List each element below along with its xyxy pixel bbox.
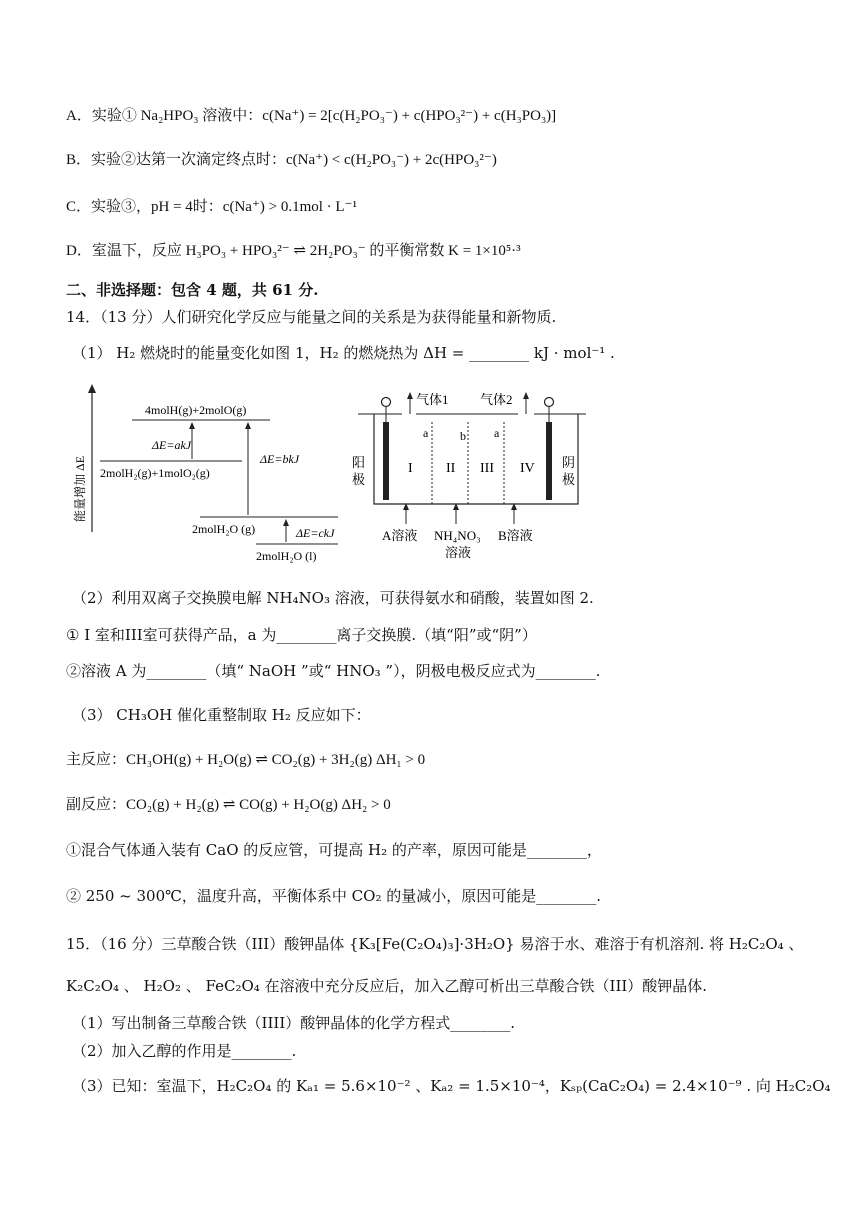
level-h2o-liquid-label: 2molH₂O (l) (256, 549, 317, 563)
solution-a-label: A溶液 (382, 528, 418, 543)
question-14-part-2-1: ① I 室和III室可获得产品，a 为________离子交换膜.（填“阳”或“阴”） (66, 626, 537, 644)
membrane-a-right-label: a (494, 426, 500, 440)
question-14-part-3: （3） CH₃OH 催化重整制取 H₂ 反应如下： (72, 706, 371, 724)
cathode-terminal (545, 398, 554, 407)
arrow-b-label: ΔE=bkJ (260, 452, 300, 466)
option-c: C．实验③，pH = 4时：c(Na⁺) > 0.1mol · L⁻¹ (66, 199, 357, 215)
question-14-part-3-1: ①混合气体通入装有 CaO 的反应管，可提高 H₂ 的产率，原因可能是________， (66, 841, 602, 859)
energy-axis-arrow (88, 384, 96, 393)
solution-mid-label-2: 溶液 (445, 545, 472, 560)
membrane-b-label: b (460, 429, 466, 443)
energy-axis-label: 能量增加 ΔE (73, 455, 87, 522)
cathode-label-1: 阴 (562, 455, 576, 470)
gas2-label: 气体2 (480, 392, 513, 407)
arrow-a-label: ΔE=akJ (152, 438, 192, 452)
anode-label-1: 阳 (352, 455, 366, 470)
question-14-part-2-2: ②溶液 A 为________（填“ NaOH ”或“ HNO₃ ”），阴极电极反应式为________. (66, 662, 601, 680)
level-top-label: 4molH(g)+2molO(g) (145, 403, 247, 417)
room-2-label: II (446, 461, 456, 476)
question-14-part-3-2: ② 250 ~ 300℃，温度升高，平衡体系中 CO₂ 的量减小，原因可能是________. (66, 887, 602, 905)
level-h2o-gas-label: 2molH₂O (g) (192, 522, 256, 536)
room-1-label: I (408, 461, 413, 476)
room-4-label: IV (520, 461, 535, 476)
option-a: A．实验① Na₂HPO₃ 溶液中：c(Na⁺) = 2[c(H₂PO₃⁻) + c(HPO₃²⁻) + c(H₃PO₃)] (66, 108, 557, 124)
membrane-a-left-label: a (423, 426, 429, 440)
question-15-part-2: （2）加入乙醇的作用是________. (72, 1042, 297, 1060)
arrow-c-label: ΔE=ckJ (296, 526, 335, 540)
energy-diagram (70, 382, 340, 567)
question-15-part-1: （1）写出制备三草酸合铁（IIII）酸钾晶体的化学方程式________. (72, 1014, 516, 1032)
question-15-part-3: （3）已知：室温下，H₂C₂O₄ 的 Kₐ₁ = 5.6×10⁻² 、Kₐ₂ = 1.5×10⁻⁴，Kₛₚ(CaC₂O₄) = 2.4×10⁻⁹ . 向 H₂C₂O₄ (72, 1077, 831, 1095)
question-15-stem-1: 15．（16 分）三草酸合铁（III）酸钾晶体 {K₃[Fe(C₂O₄)₃]·3H₂O} 易溶于水、难溶于有机溶剂. 将 H₂C₂O₄ 、 (66, 935, 804, 953)
section-title: 二、非选择题：包含 4 题，共 61 分. (66, 281, 319, 299)
question-15-stem-2: K₂C₂O₄ 、 H₂O₂ 、 FeC₂O₄ 在溶液中充分反应后，加入乙醇可析出三草酸合铁（III）酸钾晶体. (66, 977, 708, 995)
main-reaction: 主反应：CH₃OH(g) + H₂O(g) ⇌ CO₂(g) + 3H₂(g) ΔH₁ > 0 (66, 752, 426, 768)
anode-label-2: 极 (352, 472, 366, 487)
anode-terminal (382, 398, 391, 407)
solution-mid-label-1: NH₄NO₃ (434, 528, 481, 543)
room-3-label: III (480, 461, 494, 476)
anode-electrode (383, 422, 389, 500)
cathode-electrode (546, 422, 552, 500)
question-14-part-1: （1） H₂ 燃烧时的能量变化如图 1，H₂ 的燃烧热为 ΔH = ________ kJ · mol⁻¹ . (72, 344, 615, 362)
cathode-label-2: 极 (562, 472, 576, 487)
option-b: B．实验②达第一次滴定终点时：c(Na⁺) < c(H₂PO₃⁻) + 2c(HPO₃²⁻) (66, 152, 497, 168)
option-d: D．室温下，反应 H₃PO₃ + HPO₃²⁻ ⇌ 2H₂PO₃⁻ 的平衡常数 K = 1×10⁵·³ (66, 243, 521, 259)
side-reaction: 副反应：CO₂(g) + H₂(g) ⇌ CO(g) + H₂O(g) ΔH₂ > 0 (66, 797, 391, 813)
question-14-part-2: （2）利用双离子交换膜电解 NH₄NO₃ 溶液，可获得氨水和硝酸，装置如图 2. (72, 589, 594, 607)
gas1-label: 气体1 (416, 392, 449, 407)
question-14-stem: 14．（13 分）人们研究化学反应与能量之间的关系是为获得能量和新物质. (66, 308, 557, 326)
level-mid-label: 2molH₂(g)+1molO₂(g) (100, 466, 210, 480)
electrolysis-cell-diagram (346, 382, 586, 567)
solution-b-label: B溶液 (498, 528, 533, 543)
